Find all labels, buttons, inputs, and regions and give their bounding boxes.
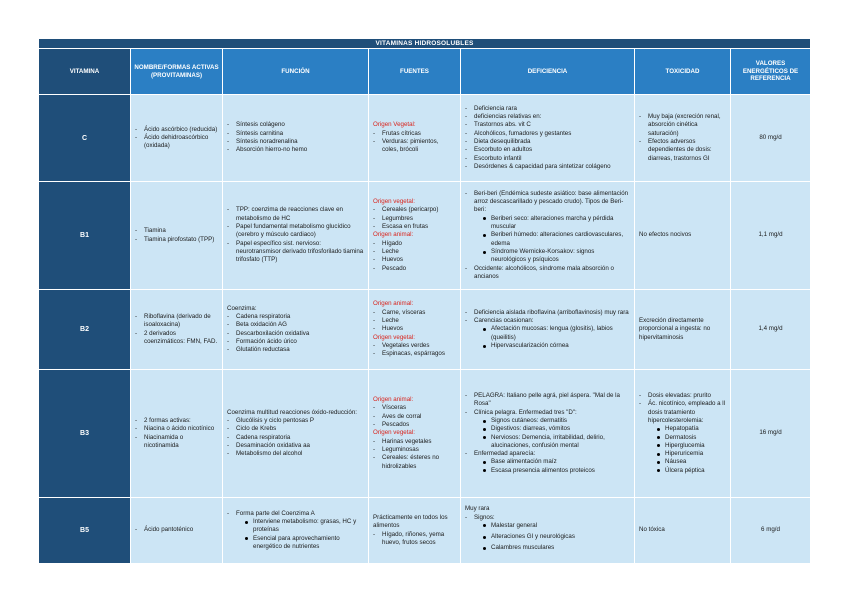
- vitamin-b2-function: [223, 290, 369, 370]
- list-item: Signos cutáneos: dermatitis: [482, 417, 630, 425]
- list-item: - Formación ácido úrico: [227, 338, 364, 346]
- vitamin-c-reference-value: 80 mg/d: [731, 95, 811, 182]
- function-label: Coenzima multitud reacciones óxido-reducción:: [227, 408, 358, 416]
- list-item: Úlcera péptica: [656, 467, 726, 475]
- list-item: Hiperglucemia: [656, 442, 726, 450]
- vitamin-b3-sources: [369, 370, 461, 498]
- list-item: - deficiencias relativas en:: [465, 113, 630, 121]
- list-item: - Descarboxilación oxidativa: [227, 330, 364, 338]
- list-item: - Ciclo de Krebs: [227, 425, 364, 433]
- list-item: Náusea: [656, 458, 726, 466]
- list-item: - Riboflavina (derivado de isoaloxacina): [135, 313, 218, 330]
- header-fuentes: FUENTES: [369, 49, 461, 95]
- source-label: Origen Vegetal:: [373, 121, 416, 129]
- list-item: - Niacina o ácido nicotínico: [135, 425, 218, 433]
- source-label: Origen vegetal:: [373, 333, 415, 341]
- list-item: Hipervascularización córnea: [482, 342, 630, 350]
- list-item: - Cadena respiratoria: [227, 434, 364, 442]
- list-item: - Occidente: alcohólicos, síndrome mala absorción o ancianos: [465, 265, 630, 282]
- table-row: [39, 95, 811, 182]
- list-item: - Escasa en frutas: [373, 223, 456, 231]
- vitamin-b3-toxicity: [635, 370, 731, 498]
- header-row: [39, 49, 811, 95]
- list-item: - Desaminación oxidativa aa: [227, 442, 364, 450]
- list-item: - Muy baja (excreción renal, absorción cinética saturación): [639, 113, 726, 138]
- list-item: - 2 derivados coenzimáticos: FMN, FAD.: [135, 330, 218, 347]
- list-item: - Espinacas, espárragos: [373, 350, 456, 358]
- vitamin-b2-toxicity: Excreción directamente proporcional a ingesta: no hipervitaminosis: [635, 290, 731, 370]
- list-item: - Niacinamida o nicotinamida: [135, 434, 218, 451]
- header-toxicidad: TOXICIDAD: [635, 49, 731, 95]
- list-item: Afectación mucosas: lengua (glositis), labios (queilitis): [482, 325, 630, 342]
- table-row: [39, 498, 811, 564]
- list-item: - Huevos: [373, 256, 456, 264]
- list-item: - Papel específico sist. nervioso: neurotransmisor derivado trifosforilado tiamina trifosfato (TTP): [227, 240, 364, 265]
- deficiency-text: Enfermedad aparecía:: [474, 450, 536, 458]
- vitamin-b5-names: [131, 498, 223, 564]
- header-funcion: FUNCIÓN: [223, 49, 369, 95]
- source-label: Origen vegetal:: [373, 429, 415, 437]
- list-item: - Alcohólicos, fumadores y gestantes: [465, 130, 630, 138]
- list-item: - Síntesis carnitina: [227, 130, 364, 138]
- deficiency-text: Clínica pelagra. Enfermedad tres "D":: [474, 408, 577, 416]
- vitamin-c-toxicity: [635, 95, 731, 182]
- vitamin-b5-toxicity: No tóxica: [635, 498, 731, 564]
- list-item: - Carne, vísceras: [373, 309, 456, 317]
- vitamin-b3-function: [223, 370, 369, 498]
- vitamin-b1-toxicity: No efectos nocivos: [635, 182, 731, 290]
- list-item: - Tiamina: [135, 227, 218, 235]
- list-item: [639, 400, 726, 475]
- table-row: [39, 290, 811, 370]
- list-item: - Beta oxidación AG: [227, 321, 364, 329]
- list-item: - Ácido pantoténico: [135, 526, 218, 534]
- function-label: Coenzima:: [227, 304, 257, 312]
- vitamin-c-deficiency: [461, 95, 635, 182]
- list-item: Síndrome Wernicke-Korsakov: signos neurológicos y psíquicos: [482, 248, 630, 265]
- vitamin-b2-deficiency: [461, 290, 635, 370]
- list-item: - Hígado: [373, 240, 456, 248]
- vitamin-b3-deficiency: [461, 370, 635, 498]
- list-item: - Dosis elevadas: prurito: [639, 392, 726, 400]
- list-item: - Harinas vegetales: [373, 438, 456, 446]
- list-item: [465, 514, 630, 553]
- list-item: - Cereales: ésteres no hidrolizables: [373, 454, 456, 471]
- list-item: - Vísceras: [373, 404, 456, 412]
- source-label: Origen vegetal:: [373, 198, 415, 206]
- list-item: - Verduras: pimientos, coles, brócoli: [373, 138, 456, 155]
- vitamin-b3-names: [131, 370, 223, 498]
- list-item: - Desórdenes & capacidad para sintetizar colágeno: [465, 163, 630, 171]
- list-item: - Aves de corral: [373, 413, 456, 421]
- list-item: - Absorción hierro-no hemo: [227, 146, 364, 154]
- list-item: - Ácido ascórbico (reducida): [135, 126, 218, 134]
- vitamin-b1-reference-value: 1,1 mg/d: [731, 182, 811, 290]
- vitamin-b5-reference-value: 6 mg/d: [731, 498, 811, 564]
- source-label: Origen animal:: [373, 231, 414, 239]
- list-item: [465, 450, 630, 475]
- vitamin-b5-label: B5: [39, 498, 131, 564]
- list-item: - Hígado, riñones, yema huevo, frutos secos: [373, 531, 456, 548]
- deficiency-text: Muy rara: [465, 505, 490, 513]
- list-item: Alteraciones GI y neurológicas: [482, 533, 630, 541]
- list-item: - Pescado: [373, 265, 456, 273]
- deficiency-text: Beri-beri (Endémica sudeste asiático: base alimentación arroz descascarillado y pescado crudo). Tipos de Beri-beri:: [474, 189, 629, 214]
- list-item: - Frutas cítricas: [373, 130, 456, 138]
- list-item: - Síntesis colágeno: [227, 121, 364, 129]
- function-text: Forma parte del Coenzima A: [236, 509, 315, 517]
- list-item: - Escorbuto en adultos: [465, 146, 630, 154]
- list-item: - Leguminosas: [373, 446, 456, 454]
- list-item: - Deficiencia rara: [465, 105, 630, 113]
- source-label: Origen animal:: [373, 300, 414, 308]
- list-item: Hiperuricemia: [656, 450, 726, 458]
- vitamin-c-function: [223, 95, 369, 182]
- vitamin-c-label: C: [39, 95, 131, 182]
- vitamin-b1-names: [131, 182, 223, 290]
- list-item: Base alimentación maíz: [482, 458, 630, 466]
- list-item: Nerviosos: Demencia, irritabilidad, delirio, alucinaciones, confusión mental: [482, 434, 630, 451]
- list-item: Malestar general: [482, 522, 630, 530]
- header-vitamina: VITAMINA: [39, 49, 131, 95]
- list-item: - Cereales (pericarpo): [373, 206, 456, 214]
- deficiency-text: Carencias ocasionan:: [474, 317, 534, 325]
- list-item: - Síntesis noradrenalina: [227, 138, 364, 146]
- vitamin-b3-label: B3: [39, 370, 131, 498]
- list-item: Esencial para aprovechamiento energético de nutrientes: [244, 535, 364, 552]
- list-item: - Glucólisis y ciclo pentosas P: [227, 417, 364, 425]
- list-item: - Legumbres: [373, 215, 456, 223]
- list-item: - Efectos adversos dependientes de dosis: diarreas, trastornos GI: [639, 138, 726, 163]
- header-nombre: NOMBRE/FORMAS ACTIVAS (PROVITAMINAS): [131, 49, 223, 95]
- list-item: Hepatopatía: [656, 425, 726, 433]
- list-item: - Ácido dehidroascórbico (oxidada): [135, 134, 218, 151]
- list-item: - Metabolismo del alcohol: [227, 450, 364, 458]
- vitamin-b3-reference-value: 16 mg/d: [731, 370, 811, 498]
- list-item: - PELAGRA: Italiano pelle agrá, piel áspera. "Mal de la Rosa": [465, 392, 630, 409]
- list-item: - Dieta desequilibrada: [465, 138, 630, 146]
- list-item: - Papel fundamental metabolismo glucídico (cerebro y músculo cardiaco): [227, 223, 364, 240]
- list-item: - Cadena respiratoria: [227, 313, 364, 321]
- sources-intro: Prácticamente en todos los alimentos: [373, 513, 448, 530]
- list-item: Beriberi seco: alteraciones marcha y pérdida muscular: [482, 215, 630, 232]
- table-row: [39, 182, 811, 290]
- header-deficiencia: DEFICIENCIA: [461, 49, 635, 95]
- vitamin-b2-label: B2: [39, 290, 131, 370]
- vitamin-c-sources: [369, 95, 461, 182]
- list-item: [465, 317, 630, 350]
- list-item: - TPP: coenzima de reacciones clave en metabolismo de HC: [227, 206, 364, 223]
- list-item: Interviene metabolismo: grasas, HC y proteínas: [244, 518, 364, 535]
- vitamin-b5-function: [223, 498, 369, 564]
- table-row: [39, 370, 811, 498]
- vitamin-b1-deficiency: [461, 182, 635, 290]
- vitamin-c-names: [131, 95, 223, 182]
- list-item: - Leche: [373, 317, 456, 325]
- vitamin-b2-names: [131, 290, 223, 370]
- table-title: VITAMINAS HIDROSOLUBLES: [39, 39, 811, 49]
- list-item: - Vegetales verdes: [373, 342, 456, 350]
- vitamin-b5-deficiency: [461, 498, 635, 564]
- list-item: Calambres musculares: [482, 544, 630, 552]
- toxicity-text: Ác. nicotínico, empleado a ll dosis tratamiento hipercolesterolemia:: [648, 400, 726, 424]
- vitamin-b5-sources: [369, 498, 461, 564]
- list-item: [465, 409, 630, 450]
- list-item: - Deficiencia aislada riboflavina (arriboflavinosis) muy rara: [465, 309, 630, 317]
- list-item: [465, 190, 630, 265]
- vitamin-b2-reference-value: 1,4 mg/d: [731, 290, 811, 370]
- list-item: - Escorbuto infantil: [465, 155, 630, 163]
- header-valores: VALORES ENERGÉTICOS DE REFERENCIA: [731, 49, 811, 95]
- vitamin-b1-sources: [369, 182, 461, 290]
- list-item: - Trastornos abs. vit C: [465, 121, 630, 129]
- list-item: [227, 510, 364, 551]
- list-item: - Leche: [373, 248, 456, 256]
- list-item: Digestivos: diarreas, vómitos: [482, 425, 630, 433]
- list-item: - 2 formas activas:: [135, 417, 218, 425]
- vitamin-b1-label: B1: [39, 182, 131, 290]
- list-item: - Pescados: [373, 421, 456, 429]
- list-item: - Glutatión reductasa: [227, 346, 364, 354]
- list-item: Beriberi húmedo: alteraciones cardiovasculares, edema: [482, 231, 630, 248]
- source-label: Origen animal:: [373, 396, 414, 404]
- vitamins-table: [38, 38, 811, 564]
- list-item: Escasa presencia alimentos proteicos: [482, 467, 630, 475]
- deficiency-text: Signos:: [474, 513, 495, 521]
- vitamin-b1-function: [223, 182, 369, 290]
- list-item: - Tiamina pirofostato (TPP): [135, 236, 218, 244]
- vitamin-b2-sources: [369, 290, 461, 370]
- list-item: Dermatosis: [656, 434, 726, 442]
- list-item: - Huevos: [373, 325, 456, 333]
